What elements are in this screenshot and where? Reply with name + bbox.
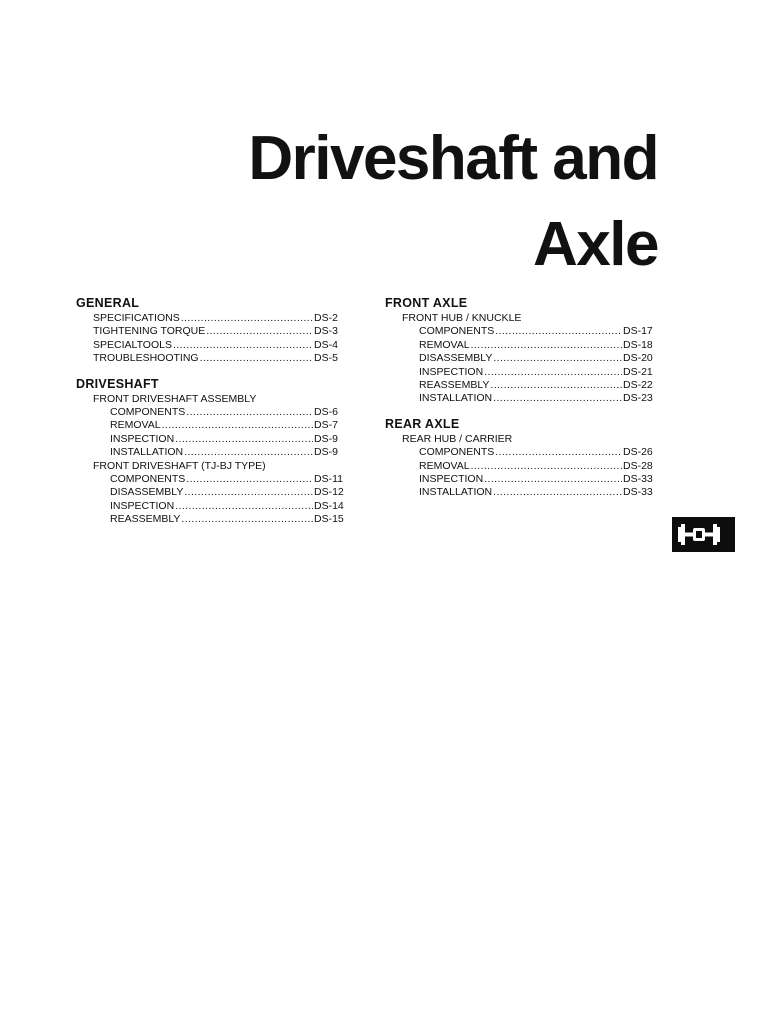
dot-leader (200, 352, 313, 365)
entry-label: REMOVAL (110, 419, 161, 432)
entry-page: DS-21 (623, 365, 653, 378)
toc-entry[interactable] (76, 473, 346, 486)
toc-entry[interactable] (385, 352, 655, 365)
toc-entry[interactable] (385, 339, 655, 352)
entry-label: REASSEMBLY (110, 513, 181, 526)
entry-page: DS-11 (314, 473, 343, 486)
group-heading: REAR HUB / CARRIER (402, 432, 513, 445)
entry-page: DS-9 (314, 432, 338, 445)
entry-label: DISASSEMBLY (110, 486, 184, 499)
entry-page: DS-7 (314, 419, 338, 432)
toc-section-driveshaft (76, 375, 346, 527)
toc-section-general (76, 294, 346, 366)
entry-page: DS-22 (623, 379, 653, 392)
toc-entry[interactable] (76, 339, 346, 352)
toc-section-front-axle (385, 294, 655, 406)
dot-leader (184, 486, 313, 499)
entry-label: INSPECTION (419, 365, 484, 378)
dot-leader (162, 419, 313, 432)
entry-label: REMOVAL (419, 459, 470, 472)
entry-label: INSPECTION (419, 473, 484, 486)
section-heading: FRONT AXLE (385, 296, 468, 310)
entry-page: DS-33 (623, 473, 653, 486)
entry-page: DS-15 (314, 513, 344, 526)
dot-leader (175, 500, 313, 513)
toc-entry[interactable] (76, 486, 346, 499)
entry-label: SPECIFICATIONS (93, 312, 180, 324)
title-line-2: Axle (533, 210, 658, 279)
entry-page: DS-2 (314, 312, 338, 324)
dot-leader (484, 473, 622, 486)
entry-page: DS-14 (314, 499, 344, 512)
toc-entry[interactable] (385, 392, 655, 405)
entry-page: DS-26 (623, 446, 653, 459)
toc-entry[interactable] (76, 513, 346, 526)
dot-leader (495, 446, 622, 459)
toc-entry[interactable] (76, 352, 346, 365)
section-tab[interactable] (672, 517, 735, 552)
entry-label: COMPONENTS (110, 406, 186, 419)
entry-label: DISASSEMBLY (419, 352, 493, 365)
title-line-1: Driveshaft and (248, 124, 658, 193)
entry-label: COMPONENTS (419, 325, 495, 338)
dot-leader (184, 446, 313, 459)
toc-entry[interactable] (385, 366, 655, 379)
entry-page: DS-20 (623, 352, 653, 365)
entry-label: REMOVAL (419, 338, 470, 351)
entry-label: TIGHTENING TORQUE (93, 325, 206, 338)
entry-page: DS-23 (623, 392, 653, 405)
entry-page: DS-4 (314, 338, 338, 351)
dot-leader (493, 486, 622, 499)
group-heading: FRONT HUB / KNUCKLE (402, 312, 522, 324)
entry-page: DS-12 (314, 486, 344, 499)
entry-label: COMPONENTS (110, 473, 186, 486)
page-title (248, 116, 658, 288)
entry-label: REASSEMBLY (419, 379, 490, 392)
entry-page: DS-18 (623, 338, 653, 351)
group-heading: FRONT DRIVESHAFT (TJ-BJ TYPE) (93, 459, 266, 472)
entry-page: DS-5 (314, 352, 338, 365)
group-heading: FRONT DRIVESHAFT ASSEMBLY (93, 392, 257, 405)
section-heading: DRIVESHAFT (76, 376, 159, 391)
entry-page: DS-17 (623, 325, 653, 338)
entry-label: INSPECTION (110, 432, 175, 445)
entry-page: DS-6 (314, 406, 338, 419)
entry-label: SPECIALTOOLS (93, 338, 172, 351)
toc-entry[interactable] (76, 500, 346, 513)
toc-right-column (385, 294, 655, 509)
dot-leader (471, 460, 622, 473)
toc-entry[interactable] (76, 325, 346, 338)
entry-label: INSTALLATION (419, 486, 493, 499)
dot-leader (495, 325, 622, 338)
dot-leader (181, 513, 313, 526)
entry-page: DS-28 (623, 459, 653, 472)
entry-label: INSTALLATION (110, 446, 184, 459)
toc-entry[interactable] (76, 406, 346, 419)
axle-icon (672, 517, 735, 552)
entry-page: DS-3 (314, 325, 338, 338)
dot-leader (484, 366, 622, 379)
entry-label: INSPECTION (110, 499, 175, 512)
entry-page: DS-33 (623, 486, 653, 499)
section-heading: REAR AXLE (385, 416, 460, 431)
dot-leader (206, 325, 313, 338)
toc-entry[interactable] (76, 433, 346, 446)
toc-entry[interactable] (76, 419, 346, 432)
section-heading: GENERAL (76, 296, 140, 310)
toc-entry[interactable] (385, 473, 655, 486)
entry-label: TROUBLESHOOTING (93, 352, 199, 365)
toc-entry[interactable] (385, 379, 655, 392)
toc-entry[interactable] (385, 486, 655, 499)
dot-leader (186, 406, 313, 419)
dot-leader (471, 339, 622, 352)
toc-left-column (76, 294, 346, 536)
toc-entry[interactable] (76, 446, 346, 459)
dot-leader (175, 433, 313, 446)
toc-entry[interactable] (385, 460, 655, 473)
dot-leader (186, 473, 313, 486)
dot-leader (490, 379, 622, 392)
entry-label: INSTALLATION (419, 392, 493, 405)
dot-leader (181, 312, 313, 325)
toc-section-rear-axle (385, 415, 655, 500)
entry-page: DS-9 (314, 446, 338, 459)
toc-entry[interactable] (385, 325, 655, 338)
toc-entry[interactable] (76, 312, 346, 325)
entry-label: COMPONENTS (419, 446, 495, 459)
dot-leader (173, 339, 313, 352)
dot-leader (493, 352, 622, 365)
dot-leader (493, 392, 622, 405)
toc-entry[interactable] (385, 446, 655, 459)
